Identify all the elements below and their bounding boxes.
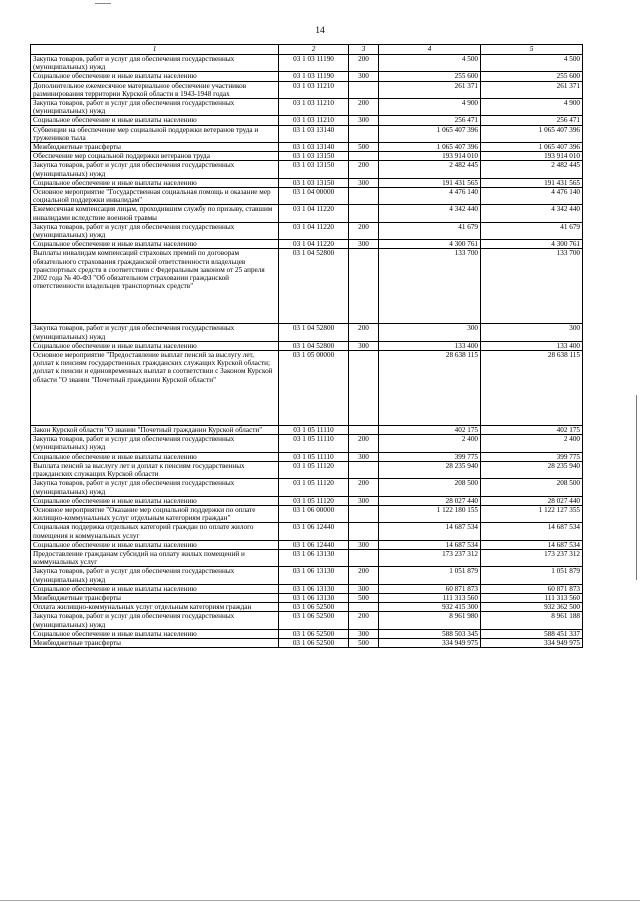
row-value-1-cell: 256 471 bbox=[379, 116, 481, 125]
row-type-cell: 200 bbox=[349, 99, 379, 116]
table-row bbox=[31, 188, 583, 205]
table-row bbox=[31, 540, 583, 549]
row-name-cell: Выплата пенсий за выслугу лет и доплат к пенсиям государственных гражданских служащих Курской области bbox=[31, 461, 279, 478]
row-value-2-cell: 4 476 140 bbox=[481, 188, 583, 205]
row-value-2-cell: 28 027 440 bbox=[481, 496, 583, 505]
row-value-2-cell: 14 687 534 bbox=[481, 523, 583, 540]
row-name-cell: Закупка товаров, работ и услуг для обеспечения государственных (муниципальных) нужд bbox=[31, 435, 279, 452]
row-code-cell: 03 1 05 11110 bbox=[279, 452, 349, 461]
row-name-cell: Закупка товаров, работ и услуг для обеспечения государственных (муниципальных) нужд bbox=[31, 479, 279, 496]
row-value-2-cell: 932 362 500 bbox=[481, 603, 583, 612]
row-code-cell: 03 1 03 13150 bbox=[279, 152, 349, 161]
row-value-1-cell: 1 065 407 396 bbox=[379, 125, 481, 142]
row-name-cell: Основное мероприятие "Государственная социальная помощь и оказание мер социальной поддержки инвалидам" bbox=[31, 188, 279, 205]
row-code-cell: 03 1 05 11120 bbox=[279, 461, 349, 478]
row-name-cell: Предоставление гражданам субсидий на оплату жилых помещений и коммунальных услуг bbox=[31, 549, 279, 566]
row-value-1-cell: 28 027 440 bbox=[379, 496, 481, 505]
table-row bbox=[31, 496, 583, 505]
row-type-cell bbox=[349, 461, 379, 478]
row-name-cell: Закупка товаров, работ и услуг для обеспечения государственных (муниципальных) нужд bbox=[31, 567, 279, 584]
row-name-cell: Оплата жилищно-коммунальных услуг отдельным категориям граждан bbox=[31, 603, 279, 612]
row-value-2-cell: 399 775 bbox=[481, 452, 583, 461]
page-number: 14 bbox=[315, 26, 325, 36]
table-row bbox=[31, 81, 583, 98]
row-name-cell: Ежемесячная компенсация лицам, проходившим службу по призыву, ставшим инвалидами вследствие военной травмы bbox=[31, 205, 279, 222]
row-type-cell bbox=[349, 249, 379, 324]
table-row bbox=[31, 523, 583, 540]
table-row bbox=[31, 603, 583, 612]
row-name-cell: Закон Курской области "О звании "Почетный гражданин Курской области" bbox=[31, 426, 279, 435]
table-row bbox=[31, 567, 583, 584]
row-code-cell: 03 1 05 11120 bbox=[279, 479, 349, 496]
row-code-cell: 03 1 03 11210 bbox=[279, 116, 349, 125]
row-name-cell: Социальное обеспечение и иные выплаты населению bbox=[31, 540, 279, 549]
row-value-1-cell: 4 500 bbox=[379, 55, 481, 72]
table-row bbox=[31, 461, 583, 478]
row-type-cell: 200 bbox=[349, 161, 379, 178]
row-name-cell: Социальное обеспечение и иные выплаты населению bbox=[31, 452, 279, 461]
row-value-2-cell: 4 342 440 bbox=[481, 205, 583, 222]
row-code-cell: 03 1 05 00000 bbox=[279, 351, 349, 426]
header-cell-value-2: 5 bbox=[481, 45, 583, 55]
table-row bbox=[31, 249, 583, 324]
row-type-cell: 300 bbox=[349, 629, 379, 638]
row-value-2-cell: 2 400 bbox=[481, 435, 583, 452]
row-type-cell: 300 bbox=[349, 240, 379, 249]
row-value-2-cell: 334 949 975 bbox=[481, 638, 583, 647]
table-row bbox=[31, 125, 583, 142]
row-value-2-cell: 8 961 188 bbox=[481, 612, 583, 629]
row-name-cell: Межбюджетные трансферты bbox=[31, 593, 279, 602]
row-value-1-cell: 932 415 300 bbox=[379, 603, 481, 612]
table-row bbox=[31, 222, 583, 239]
table-row bbox=[31, 143, 583, 152]
row-value-2-cell: 60 871 873 bbox=[481, 584, 583, 593]
row-code-cell: 03 1 03 13140 bbox=[279, 125, 349, 142]
row-value-1-cell: 588 503 345 bbox=[379, 629, 481, 638]
row-value-2-cell: 4 900 bbox=[481, 99, 583, 116]
table-row bbox=[31, 629, 583, 638]
row-name-cell: Закупка товаров, работ и услуг для обеспечения государственных (муниципальных) нужд bbox=[31, 324, 279, 341]
row-value-1-cell: 4 900 bbox=[379, 99, 481, 116]
table-row bbox=[31, 638, 583, 647]
row-value-1-cell: 60 871 873 bbox=[379, 584, 481, 593]
row-value-1-cell: 14 687 534 bbox=[379, 540, 481, 549]
row-value-2-cell: 208 500 bbox=[481, 479, 583, 496]
row-type-cell bbox=[349, 426, 379, 435]
row-name-cell: Межбюджетные трансферты bbox=[31, 143, 279, 152]
row-name-cell: Обеспечение мер социальной поддержки ветеранов труда bbox=[31, 152, 279, 161]
row-value-1-cell: 2 400 bbox=[379, 435, 481, 452]
row-code-cell: 03 1 06 52500 bbox=[279, 629, 349, 638]
table-header-row bbox=[31, 45, 583, 55]
table-row bbox=[31, 549, 583, 566]
row-name-cell: Закупка товаров, работ и услуг для обеспечения государственных (муниципальных) нужд bbox=[31, 55, 279, 72]
row-name-cell: Социальное обеспечение и иные выплаты населению bbox=[31, 341, 279, 350]
header-cell-type: 3 bbox=[349, 45, 379, 55]
row-value-2-cell: 28 235 940 bbox=[481, 461, 583, 478]
row-value-2-cell: 1 065 407 396 bbox=[481, 125, 583, 142]
row-type-cell: 300 bbox=[349, 584, 379, 593]
table-row bbox=[31, 240, 583, 249]
row-value-1-cell: 399 775 bbox=[379, 452, 481, 461]
table-row bbox=[31, 612, 583, 629]
table-row bbox=[31, 72, 583, 81]
row-value-2-cell: 133 700 bbox=[481, 249, 583, 324]
row-name-cell: Социальное обеспечение и иные выплаты населению bbox=[31, 629, 279, 638]
row-name-cell: Закупка товаров, работ и услуг для обеспечения государственных (муниципальных) нужд bbox=[31, 612, 279, 629]
table-row bbox=[31, 152, 583, 161]
row-code-cell: 03 1 05 11110 bbox=[279, 435, 349, 452]
row-value-1-cell: 2 482 445 bbox=[379, 161, 481, 178]
row-value-1-cell: 334 949 975 bbox=[379, 638, 481, 647]
table-row bbox=[31, 584, 583, 593]
row-code-cell: 03 1 03 13140 bbox=[279, 143, 349, 152]
row-value-2-cell: 173 237 312 bbox=[481, 549, 583, 566]
row-value-2-cell: 111 313 560 bbox=[481, 593, 583, 602]
row-value-2-cell: 300 bbox=[481, 324, 583, 341]
row-value-2-cell: 588 451 337 bbox=[481, 629, 583, 638]
row-value-2-cell: 193 914 010 bbox=[481, 152, 583, 161]
table-row bbox=[31, 593, 583, 602]
row-value-2-cell: 4 300 761 bbox=[481, 240, 583, 249]
row-name-cell: Закупка товаров, работ и услуг для обеспечения государственных (муниципальных) нужд bbox=[31, 161, 279, 178]
row-value-1-cell: 1 065 407 396 bbox=[379, 143, 481, 152]
row-code-cell: 03 1 06 52500 bbox=[279, 612, 349, 629]
row-name-cell: Закупка товаров, работ и услуг для обеспечения государственных (муниципальных) нужд bbox=[31, 222, 279, 239]
row-value-2-cell: 402 175 bbox=[481, 426, 583, 435]
bottom-rule bbox=[0, 900, 640, 901]
row-type-cell bbox=[349, 188, 379, 205]
row-value-1-cell: 133 700 bbox=[379, 249, 481, 324]
row-name-cell: Социальное обеспечение и иные выплаты населению bbox=[31, 178, 279, 187]
row-value-2-cell: 133 400 bbox=[481, 341, 583, 350]
row-name-cell: Социальное обеспечение и иные выплаты населению bbox=[31, 116, 279, 125]
row-value-2-cell: 4 500 bbox=[481, 55, 583, 72]
row-code-cell: 03 1 06 13130 bbox=[279, 584, 349, 593]
row-value-1-cell: 255 600 bbox=[379, 72, 481, 81]
row-type-cell bbox=[349, 549, 379, 566]
row-value-1-cell: 8 961 980 bbox=[379, 612, 481, 629]
row-code-cell: 03 1 03 11210 bbox=[279, 81, 349, 98]
row-code-cell: 03 1 04 52800 bbox=[279, 341, 349, 350]
table-row bbox=[31, 351, 583, 426]
row-type-cell: 300 bbox=[349, 496, 379, 505]
row-type-cell: 300 bbox=[349, 540, 379, 549]
row-code-cell: 03 1 04 52800 bbox=[279, 249, 349, 324]
row-type-cell bbox=[349, 505, 379, 522]
header-cell-value-1: 4 bbox=[379, 45, 481, 55]
row-code-cell: 03 1 06 52500 bbox=[279, 638, 349, 647]
row-code-cell: 03 1 04 11220 bbox=[279, 240, 349, 249]
row-type-cell: 200 bbox=[349, 324, 379, 341]
row-name-cell: Выплаты инвалидам компенсаций страховых премий по договорам обязательного страхования гражданской ответственности владельцев транспортных средств в соответствии с Федеральным законом от 25 апреля 2002 года № 40-ФЗ "Об обязательном страховании гражданской ответственности владельцев транспортных средств" bbox=[31, 249, 279, 324]
row-type-cell: 500 bbox=[349, 593, 379, 602]
table-row bbox=[31, 479, 583, 496]
table-row bbox=[31, 55, 583, 72]
row-type-cell bbox=[349, 603, 379, 612]
row-type-cell: 200 bbox=[349, 479, 379, 496]
row-name-cell: Социальное обеспечение и иные выплаты населению bbox=[31, 584, 279, 593]
row-code-cell: 03 1 05 11120 bbox=[279, 496, 349, 505]
row-name-cell: Дополнительное ежемесячное материальное обеспечение участников разминирования территории Курской области в 1943-1948 годах bbox=[31, 81, 279, 98]
row-type-cell bbox=[349, 205, 379, 222]
row-type-cell: 200 bbox=[349, 612, 379, 629]
table-row bbox=[31, 435, 583, 452]
row-type-cell: 500 bbox=[349, 638, 379, 647]
row-value-1-cell: 4 476 140 bbox=[379, 188, 481, 205]
row-code-cell: 03 1 04 11220 bbox=[279, 222, 349, 239]
row-value-2-cell: 1 065 407 396 bbox=[481, 143, 583, 152]
row-value-1-cell: 4 342 440 bbox=[379, 205, 481, 222]
row-type-cell bbox=[349, 125, 379, 142]
row-code-cell: 03 1 03 13150 bbox=[279, 161, 349, 178]
table-row bbox=[31, 178, 583, 187]
row-type-cell: 200 bbox=[349, 55, 379, 72]
row-type-cell: 200 bbox=[349, 567, 379, 584]
row-name-cell: Социальное обеспечение и иные выплаты населению bbox=[31, 72, 279, 81]
row-value-1-cell: 28 638 115 bbox=[379, 351, 481, 426]
row-name-cell: Межбюджетные трансферты bbox=[31, 638, 279, 647]
row-value-1-cell: 191 431 565 bbox=[379, 178, 481, 187]
row-name-cell: Основное мероприятие "Предоставление выплат пенсий за выслугу лет, доплат к пенсиям государственных гражданских служащих Курской области; доплат к пенсии и единовременных выплат в соответствии с Законом Курской области "О звании "Почетный гражданин Курской области" bbox=[31, 351, 279, 426]
row-value-2-cell: 1 122 127 355 bbox=[481, 505, 583, 522]
row-value-1-cell: 300 bbox=[379, 324, 481, 341]
row-value-1-cell: 1 051 879 bbox=[379, 567, 481, 584]
row-code-cell: 03 1 06 13130 bbox=[279, 549, 349, 566]
row-name-cell: Социальная поддержка отдельных категорий граждан по оплате жилого помещения и коммунальных услуг bbox=[31, 523, 279, 540]
row-type-cell bbox=[349, 351, 379, 426]
row-code-cell: 03 1 06 52500 bbox=[279, 603, 349, 612]
row-value-1-cell: 1 122 180 155 bbox=[379, 505, 481, 522]
table-row bbox=[31, 205, 583, 222]
row-value-1-cell: 133 400 bbox=[379, 341, 481, 350]
row-type-cell: 300 bbox=[349, 178, 379, 187]
row-name-cell: Закупка товаров, работ и услуг для обеспечения государственных (муниципальных) нужд bbox=[31, 99, 279, 116]
row-value-2-cell: 2 482 445 bbox=[481, 161, 583, 178]
row-type-cell bbox=[349, 523, 379, 540]
row-name-cell: Социальное обеспечение и иные выплаты населению bbox=[31, 240, 279, 249]
row-value-2-cell: 28 638 115 bbox=[481, 351, 583, 426]
header-cell-code: 2 bbox=[279, 45, 349, 55]
row-code-cell: 03 1 03 11190 bbox=[279, 72, 349, 81]
row-name-cell: Социальное обеспечение и иные выплаты населению bbox=[31, 496, 279, 505]
table-row bbox=[31, 116, 583, 125]
row-value-1-cell: 4 300 761 bbox=[379, 240, 481, 249]
row-value-2-cell: 1 051 879 bbox=[481, 567, 583, 584]
row-value-2-cell: 14 687 534 bbox=[481, 540, 583, 549]
row-value-2-cell: 256 471 bbox=[481, 116, 583, 125]
row-value-2-cell: 255 600 bbox=[481, 72, 583, 81]
row-code-cell: 03 1 04 00000 bbox=[279, 188, 349, 205]
row-value-1-cell: 173 237 312 bbox=[379, 549, 481, 566]
row-code-cell: 03 1 03 11190 bbox=[279, 55, 349, 72]
row-value-1-cell: 28 235 940 bbox=[379, 461, 481, 478]
budget-table bbox=[30, 44, 583, 648]
row-value-2-cell: 191 431 565 bbox=[481, 178, 583, 187]
row-value-1-cell: 193 914 010 bbox=[379, 152, 481, 161]
header-cell-name: 1 bbox=[31, 45, 279, 55]
row-value-1-cell: 208 500 bbox=[379, 479, 481, 496]
row-value-1-cell: 14 687 534 bbox=[379, 523, 481, 540]
row-type-cell: 300 bbox=[349, 116, 379, 125]
row-value-2-cell: 261 371 bbox=[481, 81, 583, 98]
row-code-cell: 03 1 06 13130 bbox=[279, 567, 349, 584]
table-row bbox=[31, 505, 583, 522]
row-code-cell: 03 1 06 13130 bbox=[279, 593, 349, 602]
row-type-cell bbox=[349, 152, 379, 161]
scan-edge-line bbox=[636, 395, 637, 580]
row-value-1-cell: 402 175 bbox=[379, 426, 481, 435]
row-type-cell: 500 bbox=[349, 143, 379, 152]
row-code-cell: 03 1 06 00000 bbox=[279, 505, 349, 522]
table-row bbox=[31, 452, 583, 461]
row-value-1-cell: 41 679 bbox=[379, 222, 481, 239]
row-name-cell: Субвенции на обеспечение мер социальной поддержки ветеранов труда и тружеников тыла bbox=[31, 125, 279, 142]
table-row bbox=[31, 341, 583, 350]
row-code-cell: 03 1 03 11210 bbox=[279, 99, 349, 116]
row-code-cell: 03 1 03 13150 bbox=[279, 178, 349, 187]
row-value-1-cell: 261 371 bbox=[379, 81, 481, 98]
row-value-2-cell: 41 679 bbox=[481, 222, 583, 239]
row-value-1-cell: 111 313 560 bbox=[379, 593, 481, 602]
table-row bbox=[31, 324, 583, 341]
row-type-cell bbox=[349, 81, 379, 98]
row-type-cell: 300 bbox=[349, 72, 379, 81]
row-code-cell: 03 1 04 52800 bbox=[279, 324, 349, 341]
top-mark bbox=[95, 3, 111, 4]
row-code-cell: 03 1 06 12440 bbox=[279, 523, 349, 540]
table-row bbox=[31, 426, 583, 435]
row-type-cell: 300 bbox=[349, 341, 379, 350]
row-code-cell: 03 1 06 12440 bbox=[279, 540, 349, 549]
row-name-cell: Основное мероприятие "Оказание мер социальной поддержки по оплате жилищно-коммунальных услуг отдельным категориям граждан" bbox=[31, 505, 279, 522]
row-type-cell: 300 bbox=[349, 452, 379, 461]
row-code-cell: 03 1 04 11220 bbox=[279, 205, 349, 222]
row-code-cell: 03 1 05 11110 bbox=[279, 426, 349, 435]
table-row bbox=[31, 99, 583, 116]
row-type-cell: 200 bbox=[349, 222, 379, 239]
table-row bbox=[31, 161, 583, 178]
row-type-cell: 200 bbox=[349, 435, 379, 452]
